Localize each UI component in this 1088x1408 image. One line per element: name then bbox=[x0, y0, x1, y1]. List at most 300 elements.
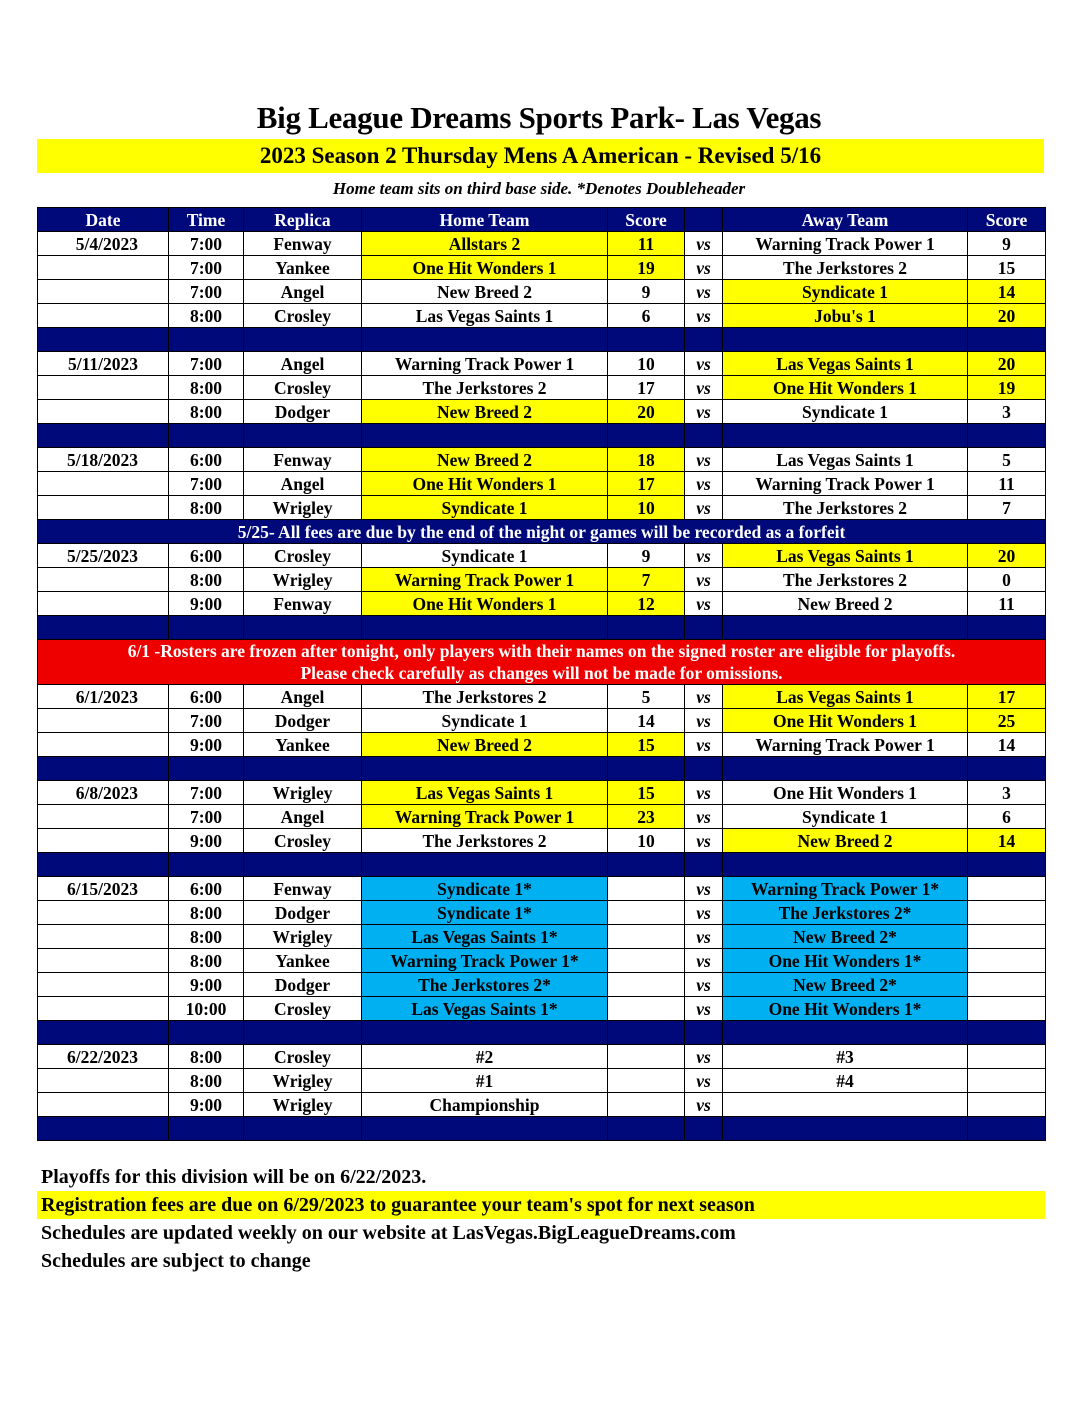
table-row bbox=[38, 877, 1046, 901]
vs-cell: vs bbox=[685, 781, 723, 805]
home-team-cell: New Breed 2 bbox=[362, 733, 608, 757]
away-team-cell: Syndicate 1 bbox=[723, 400, 968, 424]
spacer-cell bbox=[685, 328, 723, 352]
vs-cell: vs bbox=[685, 829, 723, 853]
header-date: Date bbox=[38, 208, 169, 232]
header-replica: Replica bbox=[244, 208, 362, 232]
vs-cell: vs bbox=[685, 685, 723, 709]
spacer-cell bbox=[608, 424, 685, 448]
spacer-cell bbox=[244, 328, 362, 352]
table-row bbox=[38, 352, 1046, 376]
spacer-cell bbox=[362, 757, 608, 781]
away-team-cell: Warning Track Power 1* bbox=[723, 877, 968, 901]
away-team-cell: Las Vegas Saints 1 bbox=[723, 685, 968, 709]
notice-cell bbox=[38, 640, 1046, 685]
replica-cell: Wrigley bbox=[244, 1093, 362, 1117]
date-cell bbox=[38, 829, 169, 853]
spacer-cell bbox=[169, 1021, 244, 1045]
home-team-cell: The Jerkstores 2* bbox=[362, 973, 608, 997]
away-score-cell bbox=[968, 997, 1046, 1021]
spacer-cell bbox=[723, 757, 968, 781]
replica-cell: Wrigley bbox=[244, 781, 362, 805]
replica-cell: Dodger bbox=[244, 400, 362, 424]
home-score-cell: 14 bbox=[608, 709, 685, 733]
header-time: Time bbox=[169, 208, 244, 232]
away-team-cell: New Breed 2 bbox=[723, 829, 968, 853]
vs-cell: vs bbox=[685, 232, 723, 256]
away-team-cell: Syndicate 1 bbox=[723, 280, 968, 304]
table-row bbox=[38, 805, 1046, 829]
vs-cell: vs bbox=[685, 352, 723, 376]
table-row bbox=[38, 592, 1046, 616]
spacer-cell bbox=[968, 424, 1046, 448]
table-row bbox=[38, 709, 1046, 733]
vs-cell: vs bbox=[685, 592, 723, 616]
home-score-cell bbox=[608, 949, 685, 973]
home-score-cell: 19 bbox=[608, 256, 685, 280]
replica-cell: Crosley bbox=[244, 544, 362, 568]
table-row bbox=[38, 973, 1046, 997]
vs-cell: vs bbox=[685, 1093, 723, 1117]
time-cell: 8:00 bbox=[169, 376, 244, 400]
table-row bbox=[38, 304, 1046, 328]
away-team-cell: Las Vegas Saints 1 bbox=[723, 448, 968, 472]
home-score-cell: 15 bbox=[608, 781, 685, 805]
home-team-cell: Las Vegas Saints 1 bbox=[362, 781, 608, 805]
home-score-cell bbox=[608, 973, 685, 997]
table-row bbox=[38, 829, 1046, 853]
header-away-score: Score bbox=[968, 208, 1046, 232]
spacer-cell bbox=[244, 424, 362, 448]
date-cell bbox=[38, 733, 169, 757]
spacer-cell bbox=[608, 1021, 685, 1045]
time-cell: 7:00 bbox=[169, 781, 244, 805]
away-score-cell: 5 bbox=[968, 448, 1046, 472]
home-score-cell bbox=[608, 877, 685, 901]
home-team-cell: Las Vegas Saints 1* bbox=[362, 925, 608, 949]
spacer-cell bbox=[362, 853, 608, 877]
away-team-cell: The Jerkstores 2 bbox=[723, 496, 968, 520]
spacer-row bbox=[38, 853, 1046, 877]
away-score-cell bbox=[968, 973, 1046, 997]
table-row bbox=[38, 997, 1046, 1021]
registration-note: Registration fees are due on 6/29/2023 to guarantee your team's spot for next season bbox=[37, 1191, 1045, 1219]
date-cell bbox=[38, 304, 169, 328]
home-team-cell: The Jerkstores 2 bbox=[362, 376, 608, 400]
time-cell: 10:00 bbox=[169, 997, 244, 1021]
date-cell bbox=[38, 1093, 169, 1117]
time-cell: 6:00 bbox=[169, 877, 244, 901]
fees-due-notice bbox=[38, 520, 1046, 544]
vs-cell: vs bbox=[685, 901, 723, 925]
vs-cell: vs bbox=[685, 544, 723, 568]
spacer-cell bbox=[608, 1117, 685, 1141]
notice-text: 5/25- All fees are due by the end of the night or games will be recorded as a forfeit bbox=[237, 521, 846, 542]
spacer-row bbox=[38, 1021, 1046, 1045]
home-team-cell: Warning Track Power 1 bbox=[362, 805, 608, 829]
time-cell: 8:00 bbox=[169, 925, 244, 949]
home-score-cell: 6 bbox=[608, 304, 685, 328]
spacer-cell bbox=[968, 757, 1046, 781]
season-subtitle: 2023 Season 2 Thursday Mens A American - Revised 5/16 bbox=[37, 139, 1044, 173]
away-score-cell: 19 bbox=[968, 376, 1046, 400]
replica-cell: Angel bbox=[244, 805, 362, 829]
date-cell bbox=[38, 472, 169, 496]
home-score-cell: 11 bbox=[608, 232, 685, 256]
time-cell: 9:00 bbox=[169, 973, 244, 997]
away-score-cell bbox=[968, 1093, 1046, 1117]
notice-text-line2: Please check carefully as changes will not be made for omissions. bbox=[300, 663, 783, 683]
spacer-cell bbox=[723, 853, 968, 877]
vs-cell: vs bbox=[685, 805, 723, 829]
spacer-row bbox=[38, 757, 1046, 781]
away-score-cell: 20 bbox=[968, 352, 1046, 376]
spacer-cell bbox=[968, 853, 1046, 877]
date-cell: 5/4/2023 bbox=[38, 232, 169, 256]
vs-cell: vs bbox=[685, 973, 723, 997]
away-team-cell: One Hit Wonders 1 bbox=[723, 781, 968, 805]
home-score-cell: 9 bbox=[608, 280, 685, 304]
home-team-cell: One Hit Wonders 1 bbox=[362, 256, 608, 280]
spacer-cell bbox=[362, 424, 608, 448]
home-score-cell: 20 bbox=[608, 400, 685, 424]
home-team-cell: #2 bbox=[362, 1045, 608, 1069]
spacer-cell bbox=[723, 424, 968, 448]
home-team-cell: Syndicate 1* bbox=[362, 901, 608, 925]
time-cell: 8:00 bbox=[169, 496, 244, 520]
spacer-cell bbox=[169, 616, 244, 640]
time-cell: 6:00 bbox=[169, 544, 244, 568]
spacer-cell bbox=[968, 328, 1046, 352]
replica-cell: Crosley bbox=[244, 829, 362, 853]
date-cell bbox=[38, 1069, 169, 1093]
vs-cell: vs bbox=[685, 304, 723, 328]
away-team-cell: Las Vegas Saints 1 bbox=[723, 544, 968, 568]
date-cell: 5/11/2023 bbox=[38, 352, 169, 376]
replica-cell: Crosley bbox=[244, 376, 362, 400]
time-cell: 9:00 bbox=[169, 733, 244, 757]
spacer-cell bbox=[685, 1021, 723, 1045]
spacer-cell bbox=[244, 1117, 362, 1141]
roster-freeze-notice bbox=[38, 640, 1046, 685]
spacer-cell bbox=[685, 853, 723, 877]
home-score-cell: 23 bbox=[608, 805, 685, 829]
spacer-cell bbox=[38, 757, 169, 781]
home-team-cell: New Breed 2 bbox=[362, 280, 608, 304]
spacer-cell bbox=[685, 424, 723, 448]
home-score-cell: 7 bbox=[608, 568, 685, 592]
date-cell bbox=[38, 280, 169, 304]
spacer-cell bbox=[723, 328, 968, 352]
footer-notes bbox=[37, 1163, 1045, 1275]
away-score-cell: 6 bbox=[968, 805, 1046, 829]
away-score-cell: 14 bbox=[968, 733, 1046, 757]
away-team-cell: The Jerkstores 2 bbox=[723, 568, 968, 592]
away-team-cell: Warning Track Power 1 bbox=[723, 733, 968, 757]
date-cell bbox=[38, 949, 169, 973]
away-score-cell: 3 bbox=[968, 400, 1046, 424]
spacer-cell bbox=[38, 1117, 169, 1141]
replica-cell: Wrigley bbox=[244, 568, 362, 592]
header-home-team: Home Team bbox=[362, 208, 608, 232]
spacer-cell bbox=[169, 424, 244, 448]
table-row bbox=[38, 781, 1046, 805]
time-cell: 8:00 bbox=[169, 400, 244, 424]
replica-cell: Yankee bbox=[244, 733, 362, 757]
table-row bbox=[38, 685, 1046, 709]
header-away-team: Away Team bbox=[723, 208, 968, 232]
replica-cell: Fenway bbox=[244, 232, 362, 256]
replica-cell: Yankee bbox=[244, 949, 362, 973]
spacer-cell bbox=[244, 757, 362, 781]
home-team-cell: Las Vegas Saints 1* bbox=[362, 997, 608, 1021]
table-row bbox=[38, 544, 1046, 568]
date-cell bbox=[38, 805, 169, 829]
away-team-cell: New Breed 2 bbox=[723, 592, 968, 616]
spacer-cell bbox=[362, 1021, 608, 1045]
home-team-cell: Championship bbox=[362, 1093, 608, 1117]
date-cell: 6/8/2023 bbox=[38, 781, 169, 805]
spacer-row bbox=[38, 616, 1046, 640]
date-cell bbox=[38, 997, 169, 1021]
spacer-cell bbox=[169, 328, 244, 352]
away-score-cell: 25 bbox=[968, 709, 1046, 733]
replica-cell: Dodger bbox=[244, 973, 362, 997]
home-team-cell: One Hit Wonders 1 bbox=[362, 472, 608, 496]
date-cell: 5/18/2023 bbox=[38, 448, 169, 472]
home-score-cell bbox=[608, 925, 685, 949]
replica-cell: Crosley bbox=[244, 997, 362, 1021]
spacer-cell bbox=[723, 616, 968, 640]
spacer-row bbox=[38, 328, 1046, 352]
replica-cell: Fenway bbox=[244, 592, 362, 616]
away-score-cell: 15 bbox=[968, 256, 1046, 280]
vs-cell: vs bbox=[685, 448, 723, 472]
replica-cell: Yankee bbox=[244, 256, 362, 280]
schedule-table bbox=[37, 207, 1046, 1141]
spacer-cell bbox=[968, 1117, 1046, 1141]
table-row bbox=[38, 925, 1046, 949]
home-score-cell: 18 bbox=[608, 448, 685, 472]
home-score-cell: 15 bbox=[608, 733, 685, 757]
away-team-cell: One Hit Wonders 1* bbox=[723, 997, 968, 1021]
time-cell: 7:00 bbox=[169, 472, 244, 496]
header-vs bbox=[685, 208, 723, 232]
replica-cell: Fenway bbox=[244, 877, 362, 901]
table-row bbox=[38, 496, 1046, 520]
spacer-cell bbox=[38, 616, 169, 640]
home-score-cell: 9 bbox=[608, 544, 685, 568]
date-cell bbox=[38, 496, 169, 520]
date-cell: 6/1/2023 bbox=[38, 685, 169, 709]
time-cell: 6:00 bbox=[169, 685, 244, 709]
home-team-cell: New Breed 2 bbox=[362, 400, 608, 424]
home-score-cell: 10 bbox=[608, 829, 685, 853]
vs-cell: vs bbox=[685, 1069, 723, 1093]
home-team-cell: Syndicate 1 bbox=[362, 544, 608, 568]
away-team-cell: #3 bbox=[723, 1045, 968, 1069]
date-cell bbox=[38, 709, 169, 733]
home-team-cell: Warning Track Power 1* bbox=[362, 949, 608, 973]
spacer-cell bbox=[362, 1117, 608, 1141]
away-score-cell: 20 bbox=[968, 544, 1046, 568]
spacer-cell bbox=[723, 1021, 968, 1045]
home-score-cell: 5 bbox=[608, 685, 685, 709]
vs-cell: vs bbox=[685, 400, 723, 424]
replica-cell: Dodger bbox=[244, 901, 362, 925]
away-team-cell: The Jerkstores 2 bbox=[723, 256, 968, 280]
notice-text: 6/1 -Rosters are frozen after tonight, only players with their names on the signed roster are eligible for playoffs. bbox=[127, 641, 956, 661]
spacer-cell bbox=[169, 757, 244, 781]
away-team-cell: Las Vegas Saints 1 bbox=[723, 352, 968, 376]
table-row bbox=[38, 472, 1046, 496]
home-score-cell: 17 bbox=[608, 472, 685, 496]
spacer-cell bbox=[685, 616, 723, 640]
time-cell: 7:00 bbox=[169, 256, 244, 280]
date-cell: 6/15/2023 bbox=[38, 877, 169, 901]
home-score-cell: 17 bbox=[608, 376, 685, 400]
date-cell bbox=[38, 973, 169, 997]
spacer-cell bbox=[608, 328, 685, 352]
home-team-cell: #1 bbox=[362, 1069, 608, 1093]
away-score-cell: 11 bbox=[968, 592, 1046, 616]
time-cell: 8:00 bbox=[169, 568, 244, 592]
away-score-cell bbox=[968, 877, 1046, 901]
home-score-cell: 10 bbox=[608, 352, 685, 376]
spacer-cell bbox=[169, 853, 244, 877]
away-score-cell bbox=[968, 925, 1046, 949]
replica-cell: Angel bbox=[244, 472, 362, 496]
time-cell: 8:00 bbox=[169, 949, 244, 973]
date-cell bbox=[38, 568, 169, 592]
vs-cell: vs bbox=[685, 709, 723, 733]
vs-cell: vs bbox=[685, 949, 723, 973]
away-team-cell: #4 bbox=[723, 1069, 968, 1093]
table-row bbox=[38, 256, 1046, 280]
spacer-cell bbox=[38, 424, 169, 448]
date-cell bbox=[38, 400, 169, 424]
vs-cell: vs bbox=[685, 997, 723, 1021]
time-cell: 8:00 bbox=[169, 1045, 244, 1069]
home-team-cell: One Hit Wonders 1 bbox=[362, 592, 608, 616]
table-row bbox=[38, 1093, 1046, 1117]
date-cell: 5/25/2023 bbox=[38, 544, 169, 568]
home-score-cell: 10 bbox=[608, 496, 685, 520]
page-title: Big League Dreams Sports Park- Las Vegas bbox=[256, 100, 822, 135]
away-team-cell: One Hit Wonders 1* bbox=[723, 949, 968, 973]
spacer-cell bbox=[38, 1021, 169, 1045]
vs-cell: vs bbox=[685, 568, 723, 592]
replica-cell: Crosley bbox=[244, 304, 362, 328]
spacer-row bbox=[38, 1117, 1046, 1141]
away-score-cell: 0 bbox=[968, 568, 1046, 592]
away-team-cell: Jobu's 1 bbox=[723, 304, 968, 328]
home-team-cell: Las Vegas Saints 1 bbox=[362, 304, 608, 328]
time-cell: 9:00 bbox=[169, 829, 244, 853]
vs-cell: vs bbox=[685, 733, 723, 757]
date-cell bbox=[38, 376, 169, 400]
header-home-score: Score bbox=[608, 208, 685, 232]
table-row bbox=[38, 376, 1046, 400]
spacer-cell bbox=[608, 616, 685, 640]
time-cell: 7:00 bbox=[169, 232, 244, 256]
away-score-cell: 11 bbox=[968, 472, 1046, 496]
spacer-cell bbox=[685, 1117, 723, 1141]
table-row bbox=[38, 1069, 1046, 1093]
spacer-cell bbox=[968, 1021, 1046, 1045]
time-cell: 9:00 bbox=[169, 1093, 244, 1117]
table-row bbox=[38, 1045, 1046, 1069]
away-score-cell bbox=[968, 1045, 1046, 1069]
home-score-cell: 12 bbox=[608, 592, 685, 616]
away-team-cell: The Jerkstores 2* bbox=[723, 901, 968, 925]
date-cell: 6/22/2023 bbox=[38, 1045, 169, 1069]
away-team-cell: Warning Track Power 1 bbox=[723, 232, 968, 256]
table-row bbox=[38, 232, 1046, 256]
away-score-cell: 14 bbox=[968, 829, 1046, 853]
home-score-cell bbox=[608, 1069, 685, 1093]
spacer-cell bbox=[608, 853, 685, 877]
spacer-cell bbox=[968, 616, 1046, 640]
vs-cell: vs bbox=[685, 496, 723, 520]
spacer-cell bbox=[608, 757, 685, 781]
date-cell bbox=[38, 256, 169, 280]
home-score-cell bbox=[608, 901, 685, 925]
replica-cell: Dodger bbox=[244, 709, 362, 733]
home-team-cell: Allstars 2 bbox=[362, 232, 608, 256]
away-team-cell: One Hit Wonders 1 bbox=[723, 376, 968, 400]
home-team-cell: Warning Track Power 1 bbox=[362, 568, 608, 592]
replica-cell: Wrigley bbox=[244, 496, 362, 520]
away-score-cell: 9 bbox=[968, 232, 1046, 256]
time-cell: 8:00 bbox=[169, 304, 244, 328]
away-team-cell: One Hit Wonders 1 bbox=[723, 709, 968, 733]
home-team-cell: Syndicate 1* bbox=[362, 877, 608, 901]
replica-cell: Crosley bbox=[244, 1045, 362, 1069]
table-row bbox=[38, 901, 1046, 925]
vs-cell: vs bbox=[685, 472, 723, 496]
playoffs-note: Playoffs for this division will be on 6/22/2023. bbox=[41, 1166, 427, 1188]
table-row bbox=[38, 280, 1046, 304]
time-cell: 7:00 bbox=[169, 352, 244, 376]
schedule-body bbox=[38, 232, 1046, 1141]
replica-cell: Wrigley bbox=[244, 925, 362, 949]
change-note: Schedules are subject to change bbox=[41, 1250, 311, 1272]
spacer-cell bbox=[362, 616, 608, 640]
away-team-cell: New Breed 2* bbox=[723, 925, 968, 949]
away-score-cell bbox=[968, 949, 1046, 973]
spacer-cell bbox=[244, 853, 362, 877]
notice-cell bbox=[38, 520, 1046, 544]
home-score-cell bbox=[608, 1093, 685, 1117]
home-score-cell bbox=[608, 997, 685, 1021]
date-cell bbox=[38, 901, 169, 925]
table-header-row bbox=[38, 208, 1046, 232]
vs-cell: vs bbox=[685, 376, 723, 400]
replica-cell: Angel bbox=[244, 280, 362, 304]
home-team-cell: New Breed 2 bbox=[362, 448, 608, 472]
spacer-cell bbox=[38, 328, 169, 352]
away-score-cell: 3 bbox=[968, 781, 1046, 805]
date-cell bbox=[38, 925, 169, 949]
time-cell: 8:00 bbox=[169, 1069, 244, 1093]
table-row bbox=[38, 400, 1046, 424]
vs-cell: vs bbox=[685, 877, 723, 901]
time-cell: 9:00 bbox=[169, 592, 244, 616]
time-cell: 7:00 bbox=[169, 805, 244, 829]
away-score-cell: 17 bbox=[968, 685, 1046, 709]
time-cell: 8:00 bbox=[169, 901, 244, 925]
